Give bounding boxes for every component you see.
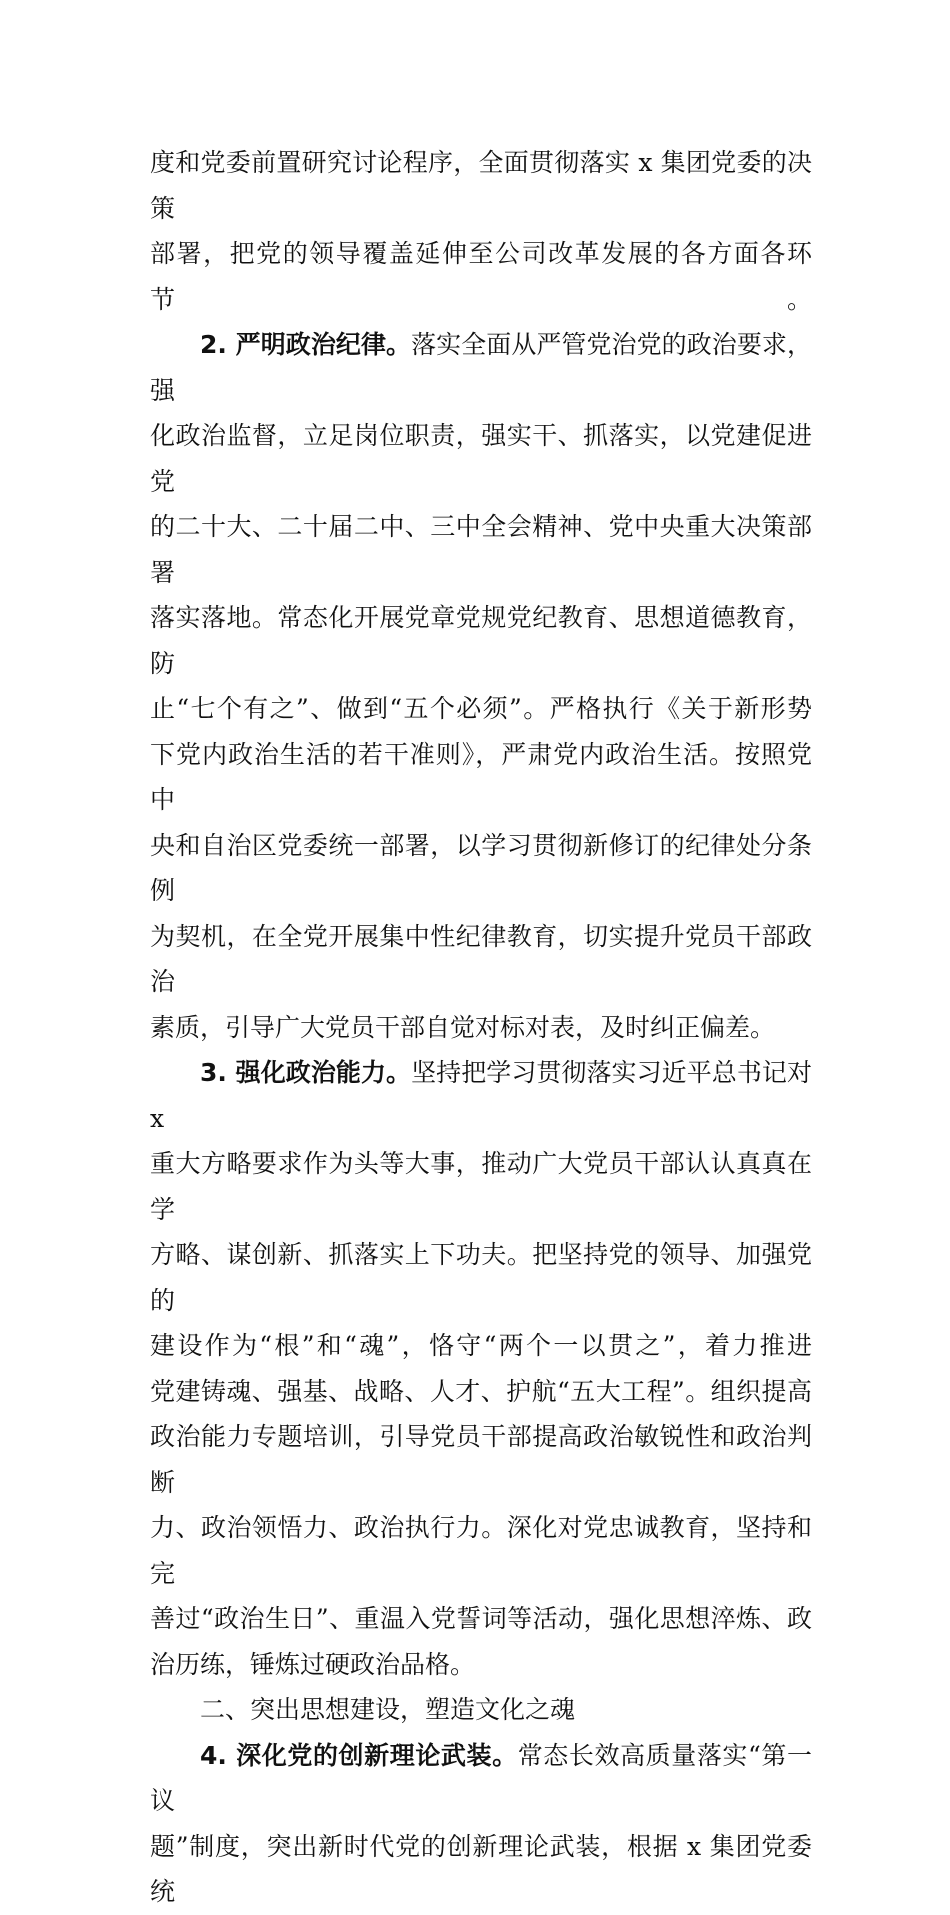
paragraph-1 <box>150 140 812 322</box>
paragraph-2-line: 止“七个有之”、做到“五个必须”。严格执行《关于新形势 <box>150 694 812 723</box>
paragraph-2-line-1 <box>150 322 812 413</box>
paragraph-3-line: 善过“政治生日”、重温入党誓词等活动，强化思想淬炼、政 <box>150 1604 812 1633</box>
paragraph-3-line: 建设作为“根”和“魂”，恪守“两个一以贯之”，着力推进 <box>150 1331 812 1360</box>
paragraph-2-first-line-rest: 落实全面从严管党治党的政治要求，强 <box>150 330 812 405</box>
paragraph-1-line-2: 部署，把党的领导覆盖延伸至公司改革发展的各方面各环节。 <box>150 239 812 314</box>
paragraph-2-title: 2. 严明政治纪律。 <box>200 330 412 359</box>
paragraph-3-first-line-rest: 坚持把学习贯彻落实习近平总书记对 x <box>150 1058 812 1133</box>
paragraph-3-line: 重大方略要求作为头等大事，推动广大党员干部认认真真在学 <box>150 1149 812 1224</box>
paragraph-3-line: 党建铸魂、强基、战略、人才、护航“五大工程”。组织提高 <box>150 1376 812 1406</box>
paragraph-3 <box>150 1050 812 1687</box>
paragraph-3-line: 治历练，锤炼过硬政治品格。 <box>150 1649 476 1679</box>
paragraph-4-title: 4. 深化党的创新理论武装。 <box>200 1740 518 1770</box>
paragraph-2-line: 素质，引导广大党员干部自觉对标对表，及时纠正偏差。 <box>150 1012 776 1042</box>
paragraph-2-line: 为契机，在全党开展集中性纪律教育，切实提升党员干部政治 <box>150 921 812 996</box>
paragraph-2 <box>150 322 812 1050</box>
paragraph-4-line-1 <box>150 1733 812 1824</box>
paragraph-4-line: 题”制度，突出新时代党的创新理论武装，根据 x 集团党委统 <box>150 1831 812 1906</box>
section-heading: 二、突出思想建设，塑造文化之魂 <box>200 1695 576 1724</box>
paragraph-3-line: 方略、谋创新、抓落实上下功夫。把坚持党的领导、加强党的 <box>150 1240 812 1315</box>
paragraph-2-line: 下党内政治生活的若干准则》，严肃党内政治生活。按照党中 <box>150 739 812 814</box>
paragraph-4-first-line-rest: 常态长效高质量落实“第一议 <box>150 1740 812 1815</box>
paragraph-2-line: 央和自治区党委统一部署，以学习贯彻新修订的纪律处分条例 <box>150 830 812 905</box>
paragraph-3-line: 政治能力专题培训，引导党员干部提高政治敏锐性和政治判断 <box>150 1422 812 1497</box>
paragraph-1-line-1: 度和党委前置研究讨论程序，全面贯彻落实 x 集团党委的决策 <box>150 148 812 223</box>
paragraph-2-line: 的二十大、二十届二中、三中全会精神、党中央重大决策部署 <box>150 512 812 587</box>
paragraph-3-line: 力、政治领悟力、政治执行力。深化对党忠诚教育，坚持和完 <box>150 1513 812 1588</box>
paragraph-3-line-1 <box>150 1050 812 1141</box>
paragraph-4 <box>150 1733 812 1915</box>
document-body <box>150 140 812 1915</box>
paragraph-2-line: 化政治监督，立足岗位职责，强实干、抓落实，以党建促进党 <box>150 421 812 496</box>
paragraph-3-title: 3. 强化政治能力。 <box>200 1058 412 1087</box>
paragraph-2-line: 落实落地。常态化开展党章党规党纪教育、思想道德教育，防 <box>150 603 812 678</box>
